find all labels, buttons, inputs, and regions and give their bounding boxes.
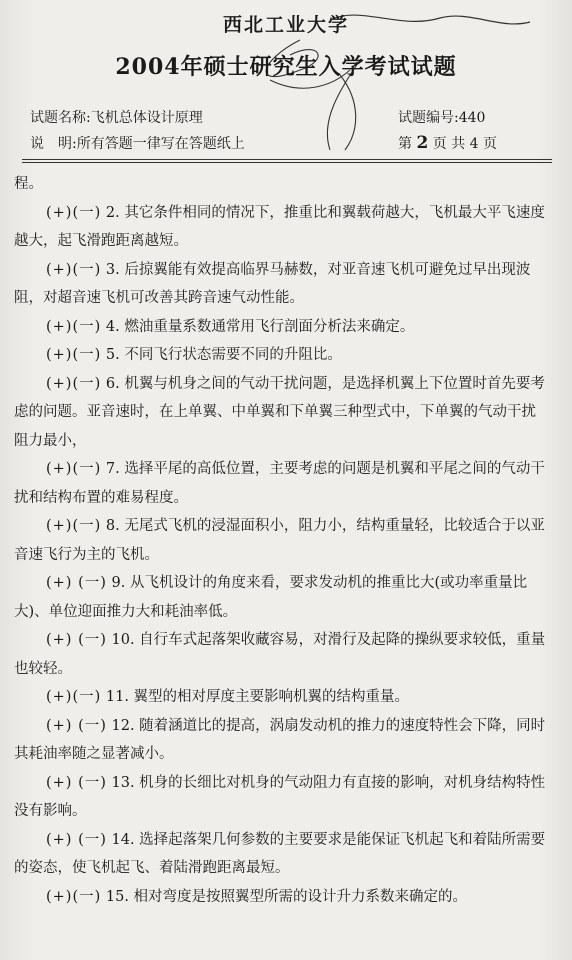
- question-text: 11. 翼型的相对厚度主要影响机翼的结构重量。: [105, 689, 410, 705]
- question-text: 9. 从飞机设计的角度来看，要求发动机的推重比大(或功率重量比大)、单位迎面推力大和耗油率低。: [14, 575, 528, 620]
- university-name: 西北工业大学: [222, 14, 349, 36]
- question-text: 3. 后掠翼能有效提高临界马赫数，对亚音速飞机可避免过早出现波阻，对超音速飞机可改善其跨音速气动性能。: [14, 261, 531, 306]
- true-false-marks: (+)(一): [46, 888, 102, 905]
- question-item: [14, 569, 548, 626]
- true-false-marks: (+)(一): [46, 689, 102, 705]
- true-false-marks: (+)(一): [46, 518, 102, 534]
- true-false-marks: (+) (一): [46, 575, 107, 591]
- question-item: [14, 199, 548, 256]
- question-text: 14. 选择起落架几何参数的主要要求是能保证飞机起飞和着陆所需要的姿态，使飞机起飞、着陆滑跑距离最短。: [14, 831, 546, 876]
- question-text: 6. 机翼与机身之间的气动干扰问题，是选择机翼上下位置时首先要考虑的问题。亚音速时，在上单翼、中单翼和下单翼三种型式中，下单翼的气动干扰阻力最小，: [14, 375, 545, 449]
- true-false-marks: (+) (一): [46, 831, 107, 848]
- subject-line: [30, 107, 203, 127]
- true-false-marks: (+) (一): [46, 632, 107, 648]
- note-value: 所有答题一律写在答题纸上: [76, 136, 245, 152]
- question-item: [14, 455, 548, 512]
- question-item: [14, 769, 548, 826]
- question-item: [14, 626, 548, 683]
- code-label: 试题编号:: [398, 110, 459, 126]
- subject-label: 试题名称:: [30, 110, 91, 126]
- exam-title: 2004年硕士研究生入学考试试题: [115, 54, 457, 80]
- header-divider-bottom: [22, 162, 552, 163]
- question-text: 12. 随着涵道比的提高，涡扇发动机的推力的速度特性会下降，同时其耗油率随之显著减小。: [14, 717, 546, 762]
- true-false-marks: (+) (一): [46, 717, 107, 734]
- true-false-marks: (+)(一): [46, 204, 102, 221]
- subject-value: 飞机总体设计原理: [90, 110, 203, 126]
- question-item: [14, 883, 548, 912]
- question-text: 13. 机身的长细比对机身的气动阻力有直接的影响，对机身结构特性没有影响。: [14, 774, 546, 819]
- header-divider-top: [22, 159, 552, 160]
- question-item: [14, 370, 548, 456]
- question-text: 2. 其它条件相同的情况下，推重比和翼载荷越大，飞机最大平飞速度越大，起飞滑跑距离越短。: [14, 204, 545, 249]
- question-text: 4. 燃油重量系数通常用飞行剖面分析法来确定。: [105, 318, 415, 335]
- code-value: 440: [458, 110, 486, 126]
- true-false-marks: (+) (一): [46, 774, 107, 791]
- page-current: 2: [416, 133, 429, 153]
- question-item: [14, 683, 548, 712]
- true-false-marks: (+)(一): [46, 461, 102, 477]
- question-text: 15. 相对弯度是按照翼型所需的设计升力系数来确定的。: [105, 888, 468, 905]
- page-prefix: 第: [398, 136, 412, 152]
- question-item: [14, 512, 548, 569]
- question-body: [14, 170, 548, 911]
- question-item: [14, 826, 548, 883]
- question-text: 7. 选择平尾的高低位置，主要考虑的问题是机翼和平尾之间的气动干扰和结构布置的难易程度。: [14, 461, 545, 506]
- true-false-marks: (+)(一): [46, 318, 102, 335]
- code-line: [398, 107, 485, 127]
- question-item: [14, 712, 548, 769]
- question-text: 5. 不同飞行状态需要不同的升阻比。: [105, 347, 342, 363]
- question-item: [14, 341, 548, 370]
- true-false-marks: (+)(一): [46, 261, 102, 278]
- question-item: [14, 256, 548, 313]
- true-false-marks: (+)(一): [46, 375, 102, 392]
- question-text: 10. 自行车式起落架收藏容易，对滑行及起降的操纵要求较低，重量也较轻。: [14, 632, 546, 677]
- true-false-marks: (+)(一): [46, 347, 102, 363]
- note-line: [30, 133, 245, 153]
- continuation-text: 程。: [14, 176, 43, 192]
- page-indicator: [398, 133, 497, 153]
- page-suffix: 页 共 4 页: [432, 136, 498, 152]
- question-item: [14, 313, 548, 342]
- note-label: 说 明:: [30, 136, 77, 152]
- question-text: 8. 无尾式飞机的浸湿面积小，阻力小，结构重量轻，比较适合于以亚音速飞行为主的飞机。: [14, 518, 545, 563]
